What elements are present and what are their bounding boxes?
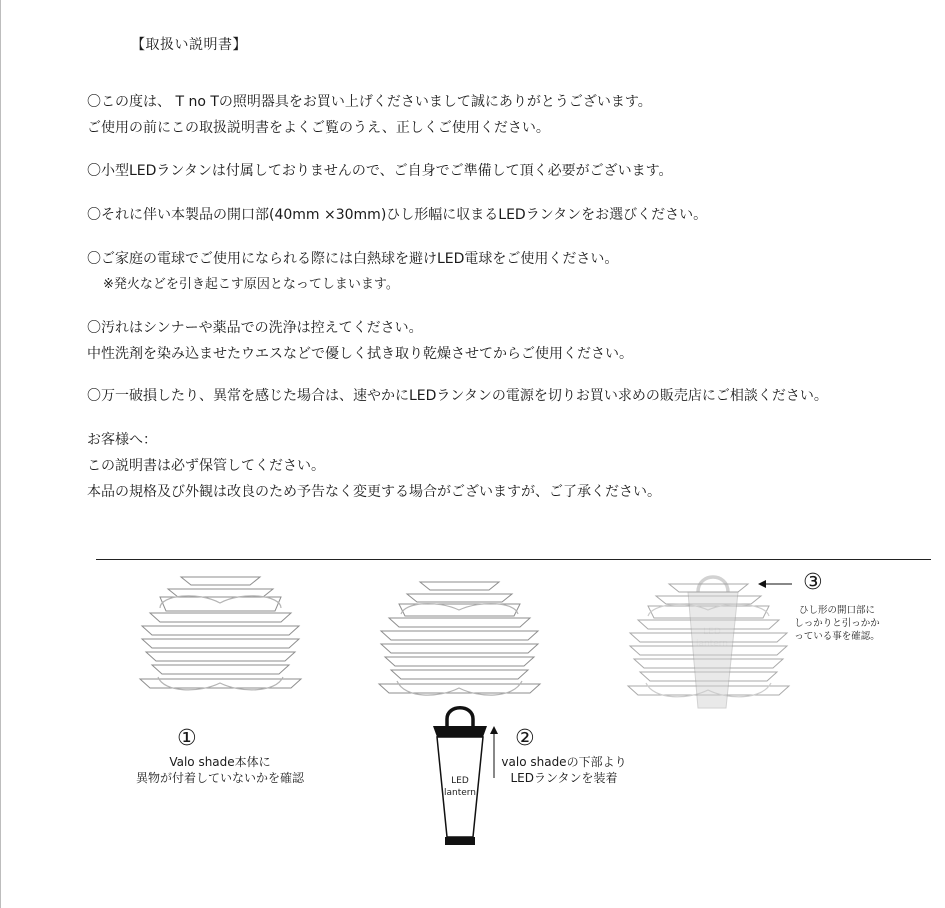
step-caption-2 (494, 754, 634, 786)
lantern-label-faint: lantern (695, 639, 729, 649)
lamp-shade-illustration (138, 575, 303, 700)
step-caption-3 (782, 604, 892, 643)
paragraph-bulb-warning (87, 246, 618, 298)
lamp-shade-with-lantern-illustration (626, 570, 791, 710)
step-number-1: ① (177, 726, 197, 751)
step-number-3: ③ (803, 570, 823, 595)
caption-line: valo shadeの下部より (501, 755, 627, 769)
page-border (0, 0, 1, 908)
paragraph-opening-size (87, 202, 707, 228)
paragraph-customer-note (87, 427, 661, 505)
paragraph-line: 本品の規格及び外観は改良のため予告なく変更する場合がございますが、ご了承ください。 (87, 484, 661, 500)
lantern-label: lantern (443, 788, 477, 798)
caption-line: ひし形の開口部に (798, 605, 875, 616)
paragraph-line: 〇ご家庭の電球でご使用になられる際には白熱球を避けLED電球をご使用ください。 (87, 251, 619, 267)
step-number-2: ② (515, 726, 535, 751)
paragraph-lantern-not-included (87, 158, 672, 184)
section-divider (96, 559, 931, 560)
paragraph-damage (87, 383, 828, 409)
paragraph-line: 中性洗剤を染み込ませたウエスなどで優しく拭き取り乾燥させてからご使用ください。 (87, 346, 633, 362)
step-caption-1 (125, 754, 315, 786)
paragraph-line: この説明書は必ず保管してください。 (87, 458, 325, 474)
paragraph-cleaning (87, 315, 633, 367)
paragraph-note: ※発火などを引き起こす原因となってしまいます。 (103, 277, 399, 292)
lamp-shade-illustration (377, 580, 542, 705)
paragraph-line: ご使用の前にこの取扱説明書をよくご覧のうえ、正しくご使用ください。 (87, 120, 550, 136)
lantern-label: LED (451, 776, 469, 786)
caption-line: っている事を確認。 (794, 631, 880, 642)
led-lantern-illustration (427, 705, 492, 847)
paragraph-line: 〇万一破損したり、異常を感じた場合は、速やかにLEDランタンの電源を切りお買い求めの販売店にご相談ください。 (87, 388, 828, 404)
paragraph-line: 〇汚れはシンナーや薬品での洗浄は控えてください。 (87, 320, 423, 336)
caption-line: しっかりと引っかか (794, 618, 880, 629)
lantern-label-faint: LED (703, 627, 721, 637)
paragraph-greeting (87, 89, 652, 141)
document-title: 【取扱い説明書】 (131, 37, 247, 53)
paragraph-line: 〇それに伴い本製品の開口部(40mm ×30mm)ひし形幅に収まるLEDランタンをお選びください。 (87, 207, 708, 223)
caption-line: LEDランタンを装着 (510, 771, 618, 785)
arrow-left-icon (758, 578, 792, 590)
paragraph-line: 〇小型LEDランタンは付属しておりませんので、ご自身でご準備して頂く必要がございます。 (87, 163, 673, 179)
paragraph-line: お客様へ： (87, 432, 157, 448)
paragraph-line: 〇この度は、 T no Tの照明器具をお買い上げくださいまして誠にありがとうございます。 (87, 94, 652, 110)
caption-line: Valo shade本体に (169, 755, 271, 769)
caption-line: 異物が付着していないかを確認 (135, 771, 304, 785)
